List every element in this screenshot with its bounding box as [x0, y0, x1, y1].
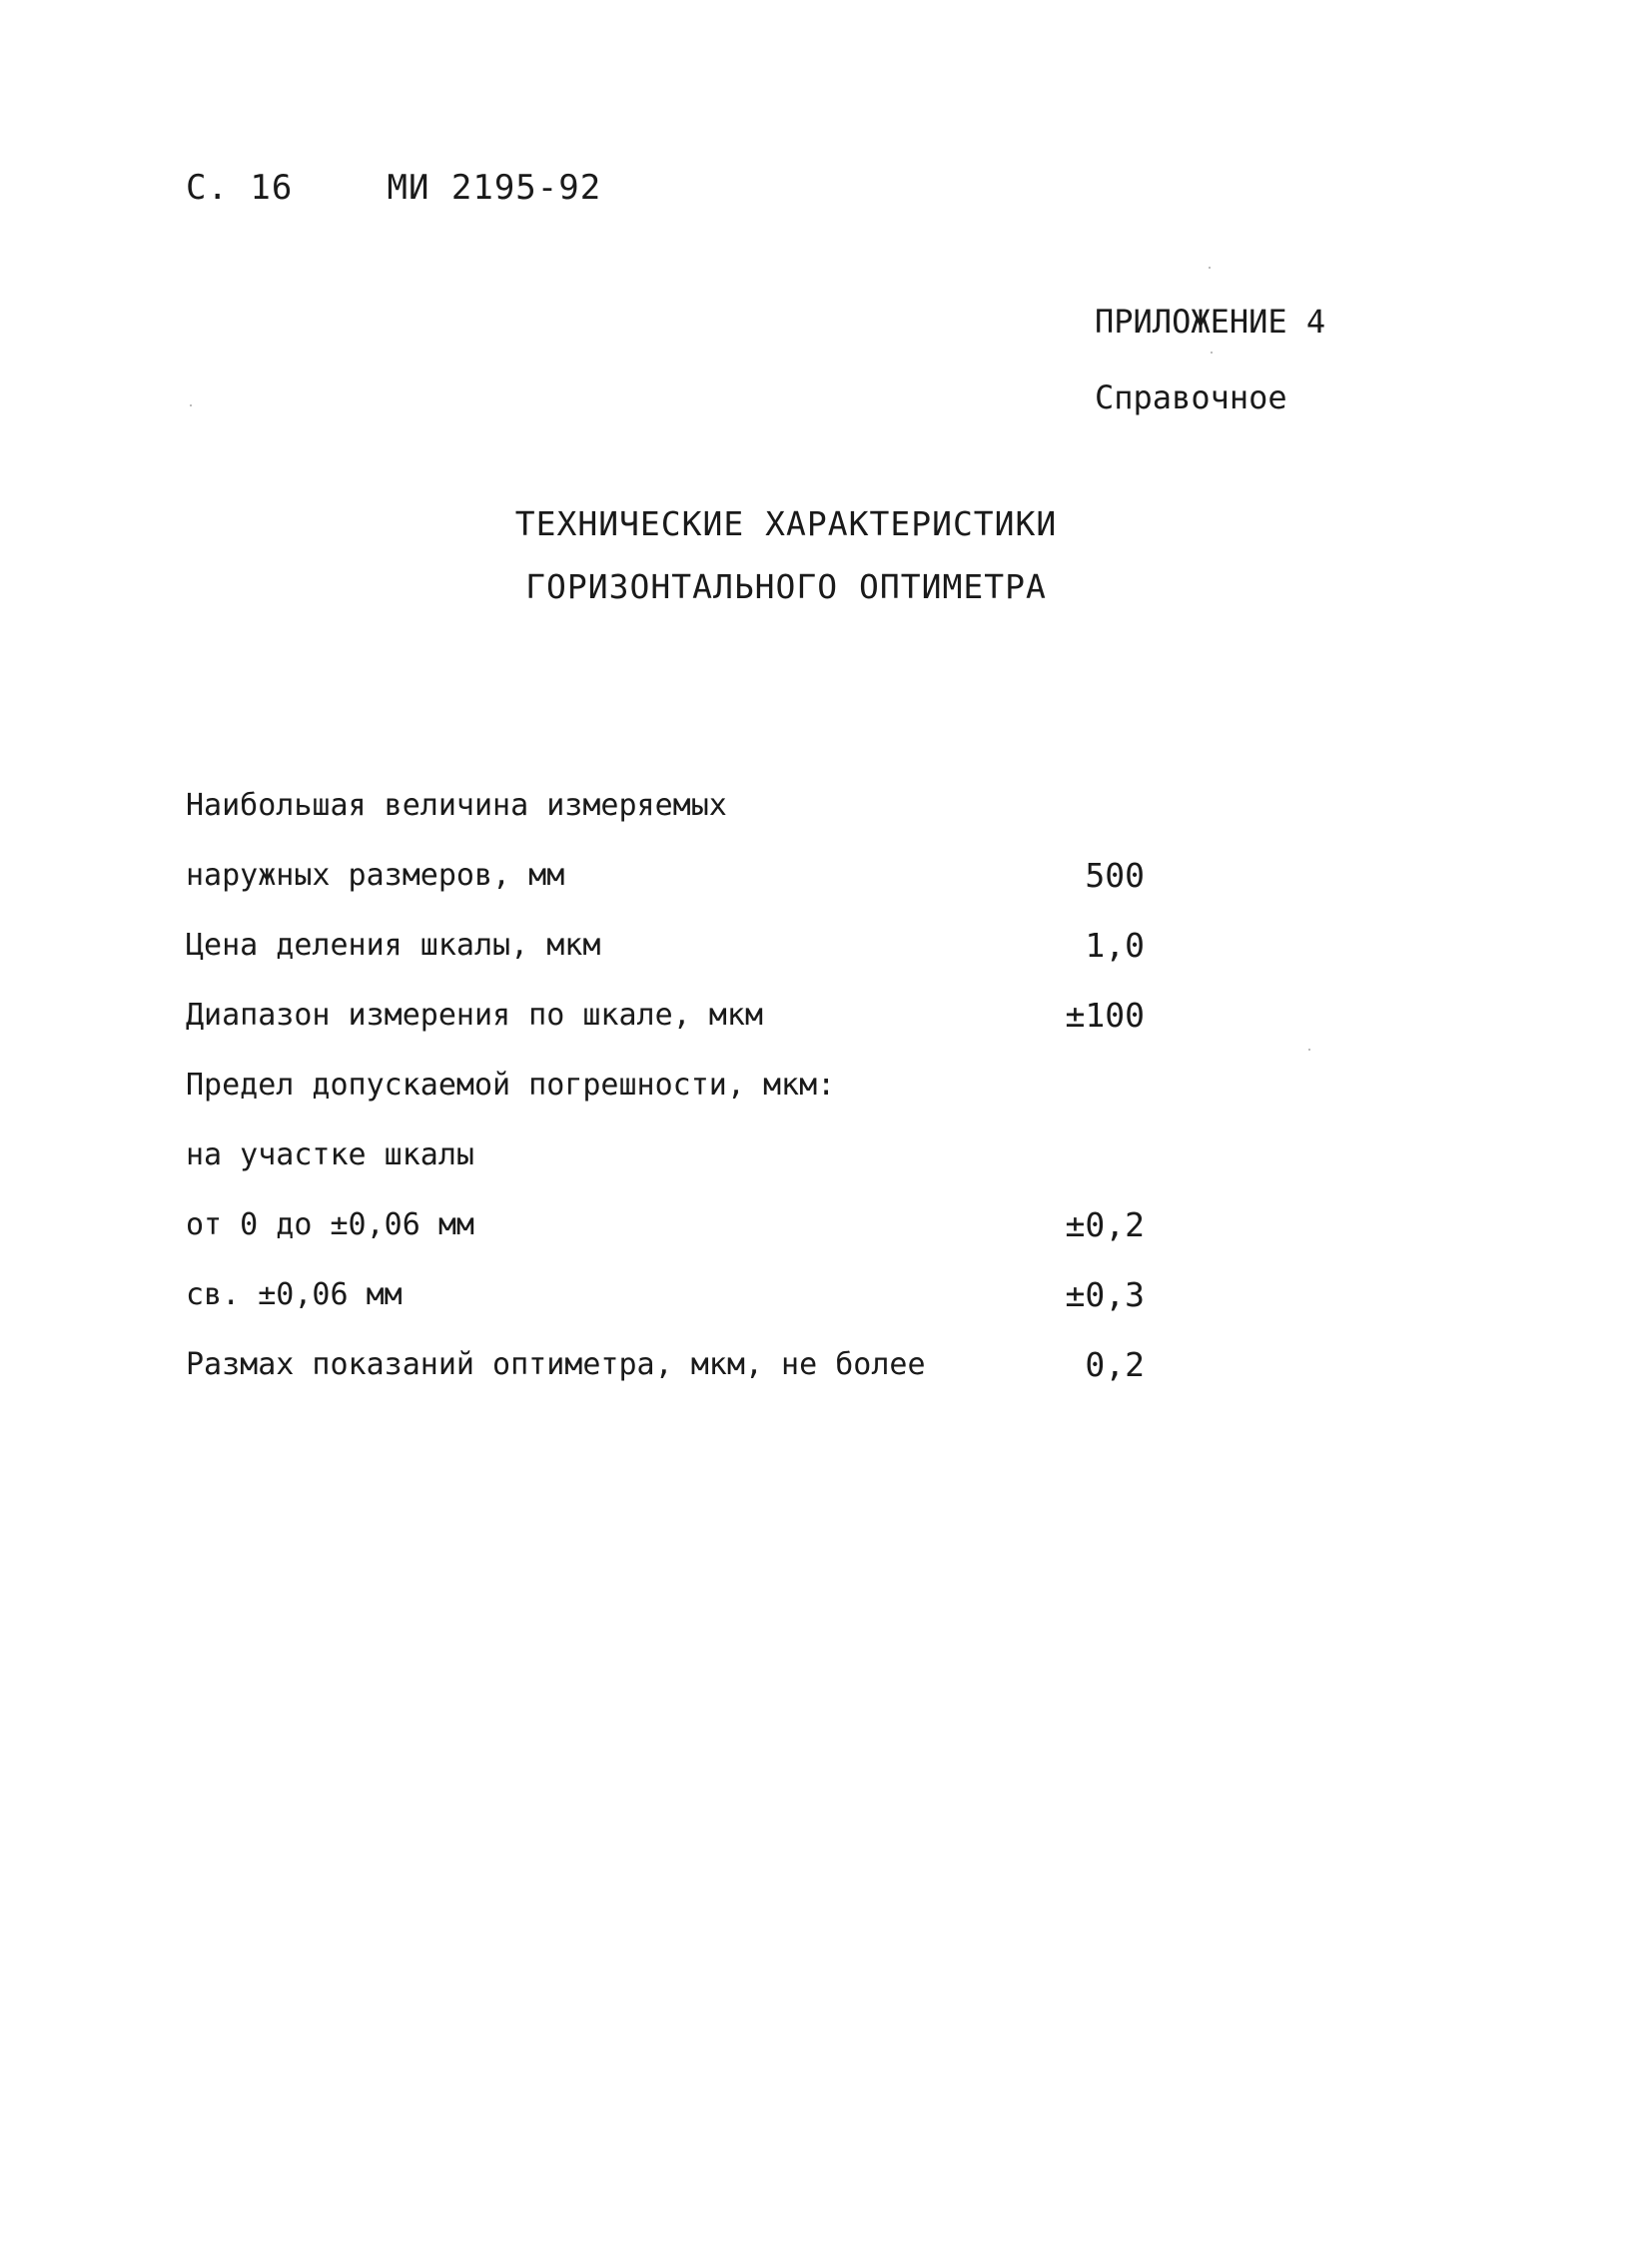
spec-label: наружных размеров, мм [186, 858, 565, 893]
spec-value: 0,2 [1085, 1345, 1145, 1384]
document-code: МИ 2195-92 [387, 168, 602, 208]
spec-label: Предел допускаемой погрешности, мкм: [186, 1068, 836, 1103]
spec-label: на участке шкалы [186, 1137, 474, 1172]
spec-value: 1,0 [1085, 926, 1145, 965]
scan-speck [190, 404, 192, 406]
spec-value: ±0,3 [1065, 1275, 1145, 1314]
spec-row [186, 911, 1145, 981]
appendix-type: Справочное [1095, 378, 1287, 416]
appendix-block [1095, 284, 1325, 435]
spec-row [186, 1051, 1145, 1121]
spec-value: 500 [1085, 856, 1145, 895]
spec-label: Диапазон измерения по шкале, мкм [186, 998, 763, 1033]
spec-row [186, 771, 1145, 841]
spec-value: ±0,2 [1065, 1205, 1145, 1244]
spec-row [186, 1260, 1145, 1330]
spec-row [186, 1330, 1145, 1400]
spec-label: Размах показаний оптиметра, мкм, не более [186, 1347, 926, 1382]
scan-speck [1308, 1049, 1310, 1051]
spec-label: от 0 до ±0,06 мм [186, 1207, 474, 1242]
spec-label: Цена деления шкалы, мкм [186, 928, 601, 963]
spec-row [186, 841, 1145, 911]
spec-label: Наибольшая величина измеряемых [186, 788, 727, 823]
spec-label: св. ±0,06 мм [186, 1277, 403, 1312]
page-number: С. 16 [186, 168, 294, 208]
spec-row [186, 981, 1145, 1051]
page-header [186, 168, 601, 208]
specs-table [186, 771, 1145, 1400]
spec-value: ±100 [1065, 996, 1145, 1035]
scan-speck [1211, 352, 1213, 354]
title-line-2: ГОРИЗОНТАЛЬНОГО ОПТИМЕТРА [525, 567, 1047, 606]
scan-speck [1209, 267, 1211, 269]
appendix-label: ПРИЛОЖЕНИЕ 4 [1095, 303, 1326, 341]
title-line-1: ТЕХНИЧЕСКИЕ ХАРАКТЕРИСТИКИ [514, 504, 1058, 543]
spec-row [186, 1121, 1145, 1190]
spec-row [186, 1190, 1145, 1260]
